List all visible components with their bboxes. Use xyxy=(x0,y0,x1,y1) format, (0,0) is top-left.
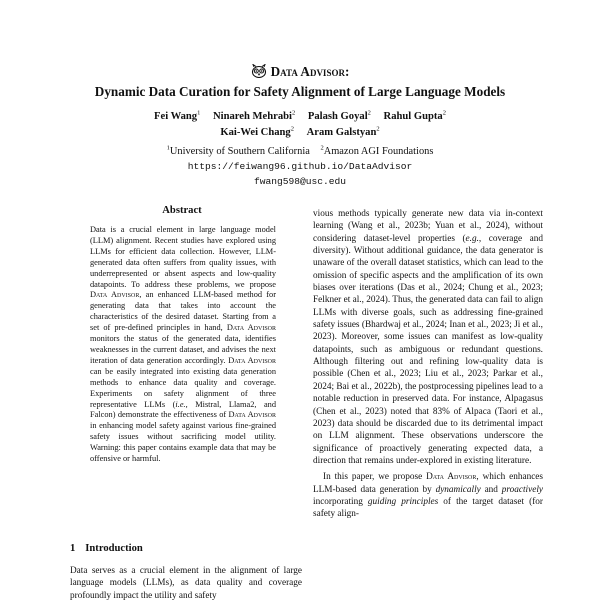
affiliation: $^1$University of Southern California xyxy=(166,144,310,157)
introduction-body: Data serves as a crucial element in the alignment of large language models (LLMs), as data quality and coverage profoundly impact the utility and safety xyxy=(70,566,302,601)
author: Palash Goyal$^2$ xyxy=(307,109,371,122)
author: Aram Galstyan$^2$ xyxy=(306,125,380,139)
paper-title-line1 xyxy=(0,64,600,82)
email-link[interactable]: fwang598@usc.edu xyxy=(253,175,347,187)
abstract-body: Data is a crucial element in large language model (LLM) alignment. Recent studies have explored using LLMs for efficient data collection. However, LLM-generated data often suffers from quality issues, with underrepresented or absent aspects and low-quality datapoints. To address these problems, we propose Data Advisor, an enhanced LLM-based method for generating data that takes into account the characteristics of the desired dataset. Starting from a set of pre-defined principles in hand, Data Advisor monitors the status of the generated data, identifies weaknesses in the current dataset, and advises the next iteration of data generation accordingly. Data Advisor can be easily integrated into existing data generation methods to enhance data quality and coverage. Experiments on safety alignment of three representative LLMs (i.e., Mistral, Llama2, and Falcon) demonstrate the effectiveness of Data Advisor in enhancing model safety against various fine-grained safety issues without sacrificing model utility. Warning: this paper contains example data that may be offensive or harmful. xyxy=(90,225,276,464)
affiliation: $^2$Amazon AGI Foundations xyxy=(320,144,434,157)
author: Fei Wang$^1$ xyxy=(154,109,201,122)
owl-logo-icon xyxy=(251,64,267,82)
author: Ninareh Mehrabi$^2$ xyxy=(213,109,296,122)
project-url-link[interactable]: https://feiwang96.github.io/DataAdvisor xyxy=(187,160,413,172)
author-list xyxy=(0,106,600,123)
paper-title-name: Data Advisor: xyxy=(270,64,350,79)
paragraph: In this paper, we propose Data Advisor, which enhances LLM-based data generation by dynamically and proactively incorporating guiding principles of the target dataset (for safety align- xyxy=(313,472,543,520)
author-list-line2 xyxy=(0,123,600,140)
title-block xyxy=(0,64,600,188)
paper-title-line2: Dynamic Data Curation for Safety Alignment of Large Language Models xyxy=(94,84,506,99)
author: Rahul Gupta$^2$ xyxy=(383,109,446,122)
affiliations xyxy=(0,141,600,157)
paragraph: vious methods typically generate new data via in-context learning (Wang et al., 2023b; Yuan et al., 2024), without considering dataset-level properties (e.g., coverage and diversity). Without additional guidance, the data generator is unaware of the overall dataset statistics, which can lead to the omission of specific aspects and the amplification of its own biases over iterations (Das et al., 2024; Chung et al., 2023; Felkner et al., 2024). Thus, the generated data can fail to align LLMs with diverse goals, such as addressing fine-grained safety issues (Bhardwaj et al., 2024; Inan et al., 2023; Ji et al., 2023). Moreover, some issues can manifest as low-quality datapoints, such as ambiguous or redundant questions. Although filtering out and refining low-quality data is possible (Chen et al., 2023; Liu et al., 2023; Parkar et al., 2024; Bai et al., 2022b), the postprocessing pipelines lead to a notable reduction in preserved data. For instance, Alpagasus (Chen et al., 2023) noted that 83% of Alpaca (Taori et al., 2023) data should be discarded due to its detrimental impact on LLM alignment. These observations underscore the significance of proactively generating expected data, a direction that remains under-explored in existing literature. xyxy=(313,209,544,466)
section-heading-introduction: 1 Introduction xyxy=(70,543,143,554)
right-column-body xyxy=(313,208,543,521)
author: Kai-Wei Chang$^2$ xyxy=(220,125,294,139)
abstract-heading: Abstract xyxy=(162,205,202,216)
